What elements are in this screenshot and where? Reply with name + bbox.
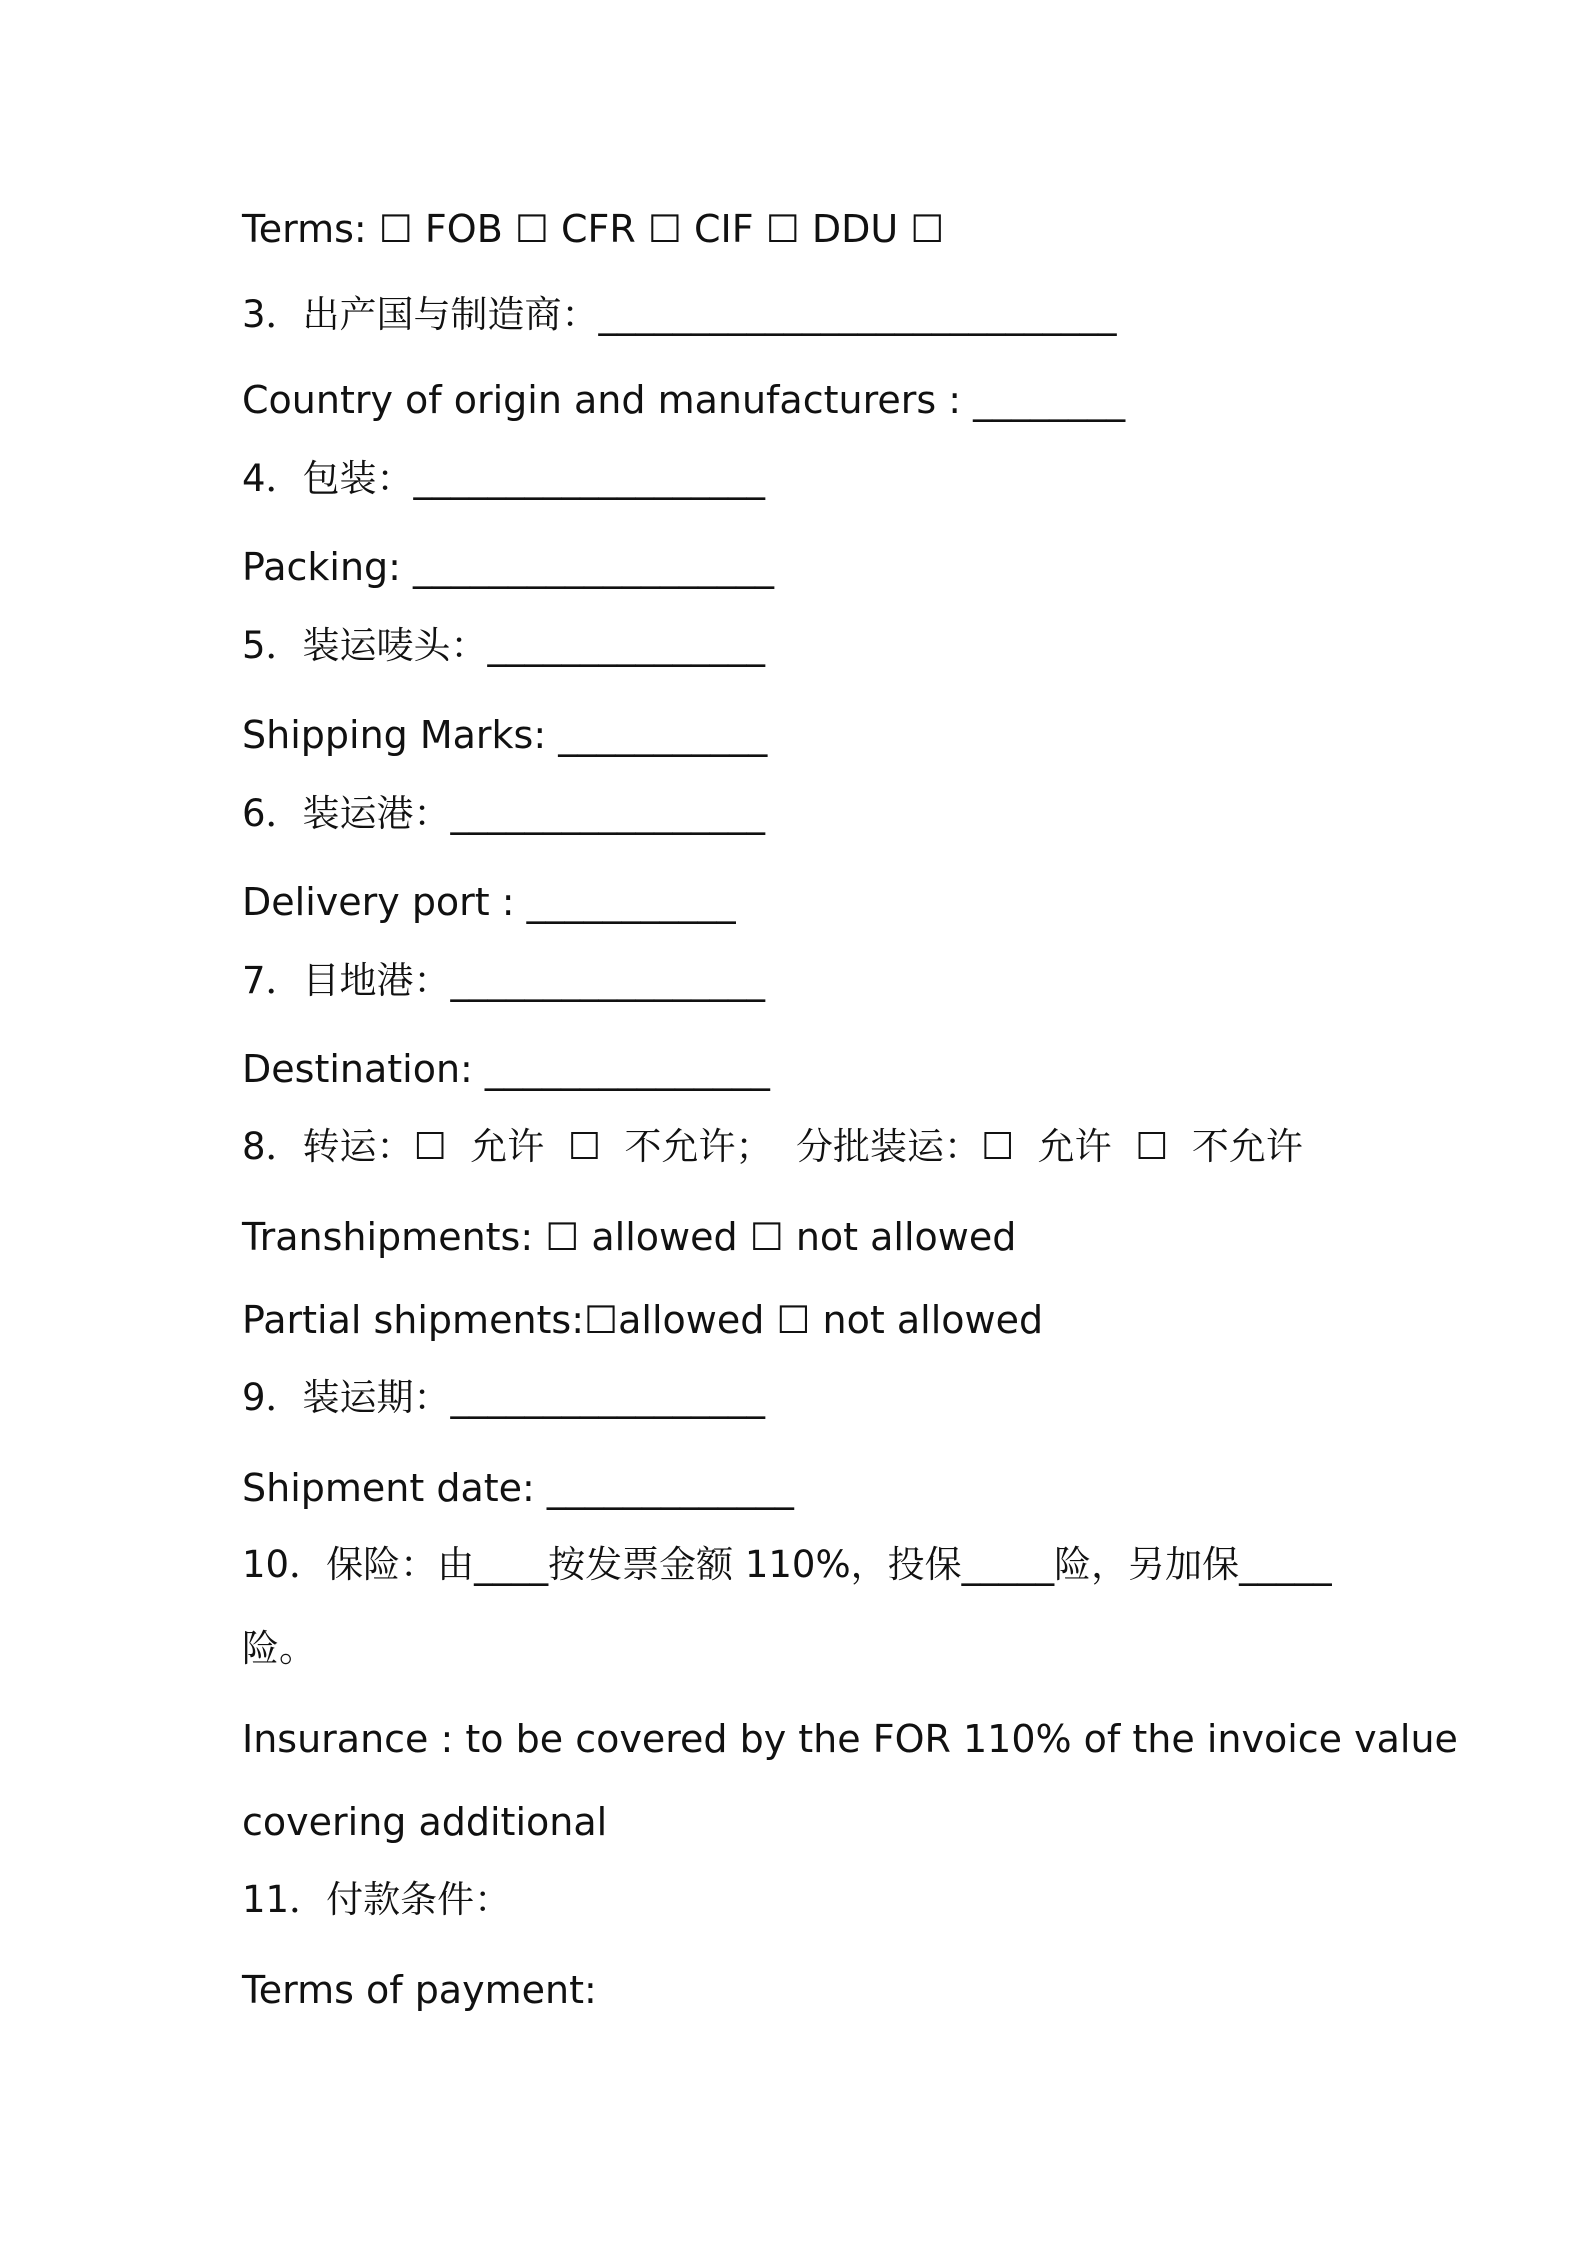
payment-terms-cn-line: 11．付款条件： xyxy=(242,1878,512,1921)
shipment-date-cn-line: 9．装运期：_________________ xyxy=(242,1376,766,1419)
payment-terms-en-line: Terms of payment: xyxy=(242,1968,597,2012)
transhipment-partial-cn-line: 8．转运：☐ 允许 ☐ 不允许； 分批装运：☐ 允许 ☐ 不允许 xyxy=(242,1125,1303,1168)
origin-manufacturer-en-line: Country of origin and manufacturers : ________ xyxy=(242,378,1126,422)
destination-en-line: Destination: _______________ xyxy=(242,1047,770,1091)
insurance-cn-line: 10．保险：由____按发票金额 110%，投保_____险，另加保_____ xyxy=(242,1543,1332,1586)
shipment-date-en-line: Shipment date: _____________ xyxy=(242,1466,794,1510)
delivery-port-en-line: Delivery port : ___________ xyxy=(242,880,736,924)
insurance-en-line: Insurance : to be covered by the FOR 110% of the invoice value xyxy=(242,1717,1458,1761)
insurance-en-line-continued: covering additional xyxy=(242,1800,608,1844)
shipping-marks-en-line: Shipping Marks: ___________ xyxy=(242,713,768,757)
packing-en-line: Packing: ___________________ xyxy=(242,545,775,589)
insurance-cn-line-continued: 险。 xyxy=(242,1627,316,1670)
transhipments-en-line: Transhipments: ☐ allowed ☐ not allowed xyxy=(242,1215,1017,1259)
terms-line: Terms: ☐ FOB ☐ CFR ☐ CIF ☐ DDU ☐ xyxy=(242,207,945,251)
loading-port-cn-line: 6．装运港：_________________ xyxy=(242,792,766,835)
destination-cn-line: 7．目地港：_________________ xyxy=(242,959,766,1002)
shipping-marks-cn-line: 5．装运唛头：_______________ xyxy=(242,624,766,667)
origin-manufacturer-cn-line: 3．出产国与制造商：____________________________ xyxy=(242,293,1117,336)
packing-cn-line: 4．包装：___________________ xyxy=(242,457,766,500)
partial-shipments-en-line: Partial shipments:☐allowed ☐ not allowed xyxy=(242,1298,1044,1342)
